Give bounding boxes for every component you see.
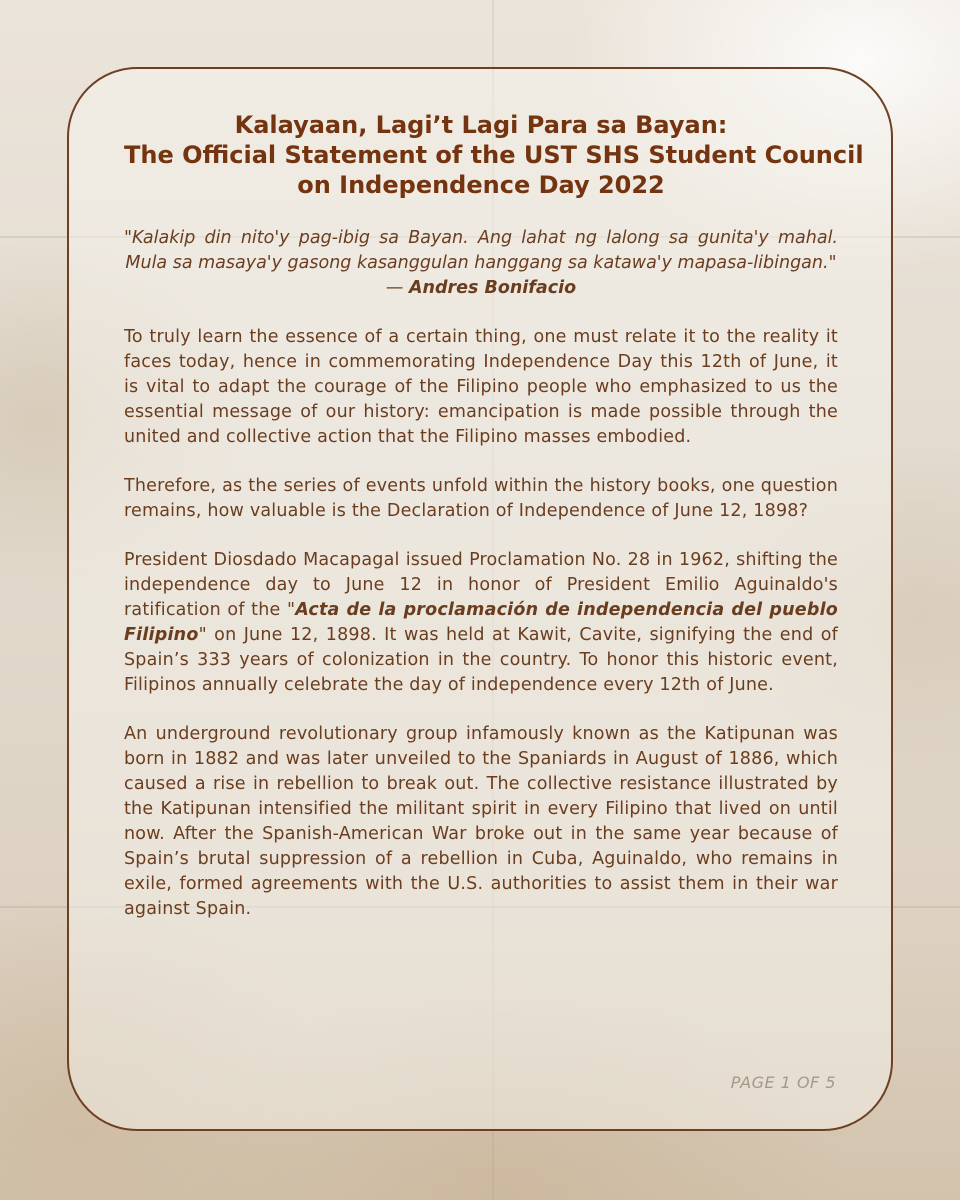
quote-author: Andres Bonifacio bbox=[408, 278, 577, 298]
paragraph-1: To truly learn the essence of a certain thing, one must relate it to the reality it faces today, hence in commemorating Independence Day this 12th of June, it is vital to adapt the courage of the Filipino people who emphasized to us the essential message of our history: emancipation is made possible through the united and collective action that the Filipino masses embodied. bbox=[124, 327, 838, 447]
paragraph-2: Therefore, as the series of events unfold within the history books, one question remains, how valuable is the Declaration of Independence of June 12, 1898? bbox=[124, 476, 838, 521]
quote-attribution bbox=[124, 276, 838, 301]
title-line-3: on Independence Day 2022 bbox=[297, 171, 665, 199]
paragraph-3 bbox=[124, 548, 838, 698]
paragraph-3-end: " on June 12, 1898. It was held at Kawit, Cavite, signifying the end of Spain’s 333 years of colonization in the country. To honor this historic event, Filipinos annually celebrate the day of independence every 12th of June. bbox=[124, 625, 838, 695]
statement-title bbox=[124, 110, 864, 200]
statement-content bbox=[124, 110, 864, 922]
attribution-dash: — bbox=[385, 278, 409, 298]
title-line-1: Kalayaan, Lagi’t Lagi Para sa Bayan: bbox=[234, 111, 728, 139]
paragraph-4: An underground revolutionary group infamously known as the Katipunan was born in 1882 and was later unveiled to the Spaniards in August of 1886, which caused a rise in rebellion to break out. The collective resistance illustrated by the Katipunan intensified the militant spirit in every Filipino that lived on until now. After the Spanish-American War broke out in the same year because of Spain’s brutal suppression of a rebellion in Cuba, Aguinaldo, who remains in exile, formed agreements with the U.S. authorities to assist them in their war against Spain. bbox=[124, 724, 838, 919]
paragraph-3-start: President Diosdado Macapagal issued Proclamation No. 28 in 1962, shifting the independence day to June 12 in honor of President Emilio Aguinaldo's ratification of the " bbox=[124, 550, 838, 620]
page-indicator: PAGE 1 OF 5 bbox=[730, 1073, 836, 1092]
title-line-2: The Official Statement of the UST SHS Student Council bbox=[124, 141, 864, 169]
acta-title-emphasis: Acta de la proclamación de independencia del pueblo Filipino bbox=[124, 600, 838, 645]
epigraph-quote: "Kalakip din nito'y pag-ibig sa Bayan. Ang lahat ng lalong sa gunita'y mahal. Mula sa masaya'y gasong kasanggulan hanggang sa katawa'y mapasa-libingan." bbox=[124, 228, 838, 273]
